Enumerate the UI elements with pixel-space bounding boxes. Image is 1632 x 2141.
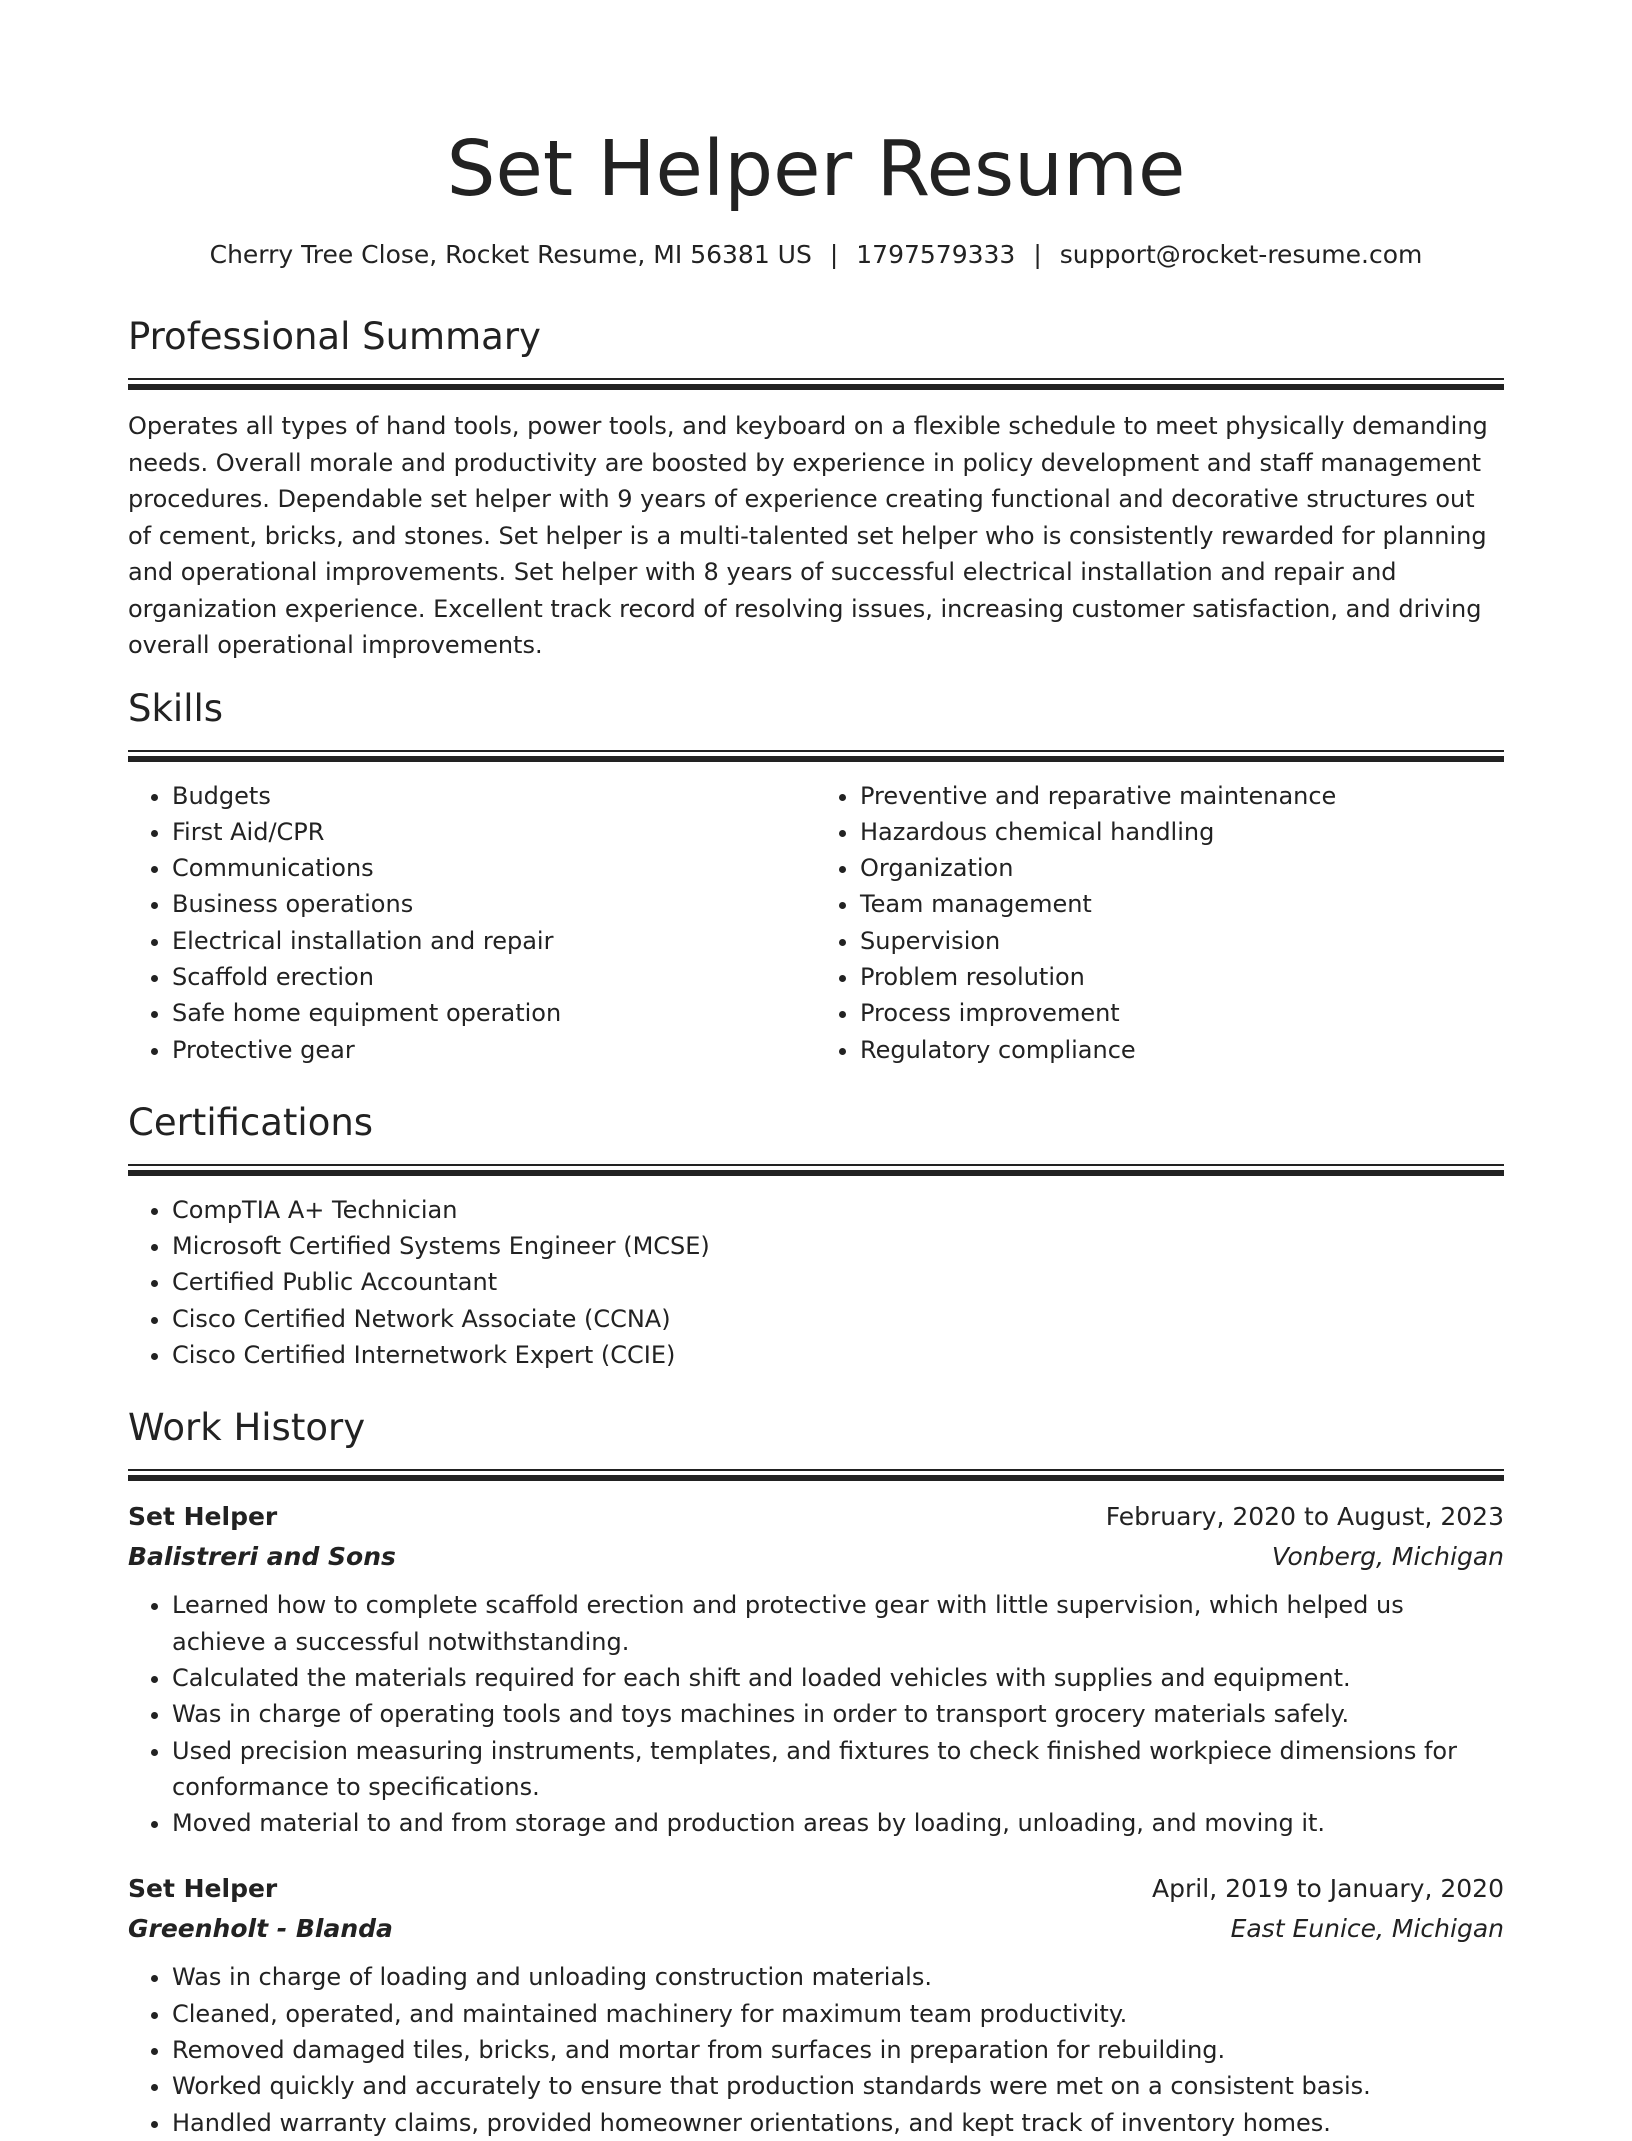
job-location: East Eunice, Michigan [1230,1914,1504,1944]
job-duty: • Learned how to complete scaffold erection and protective gear with little supervision, which helped us achieve a successful notwithstanding. [172,1587,1504,1660]
contact-phone: 1797579333 [856,240,1016,269]
skill-item: • Safe home equipment operation [172,995,816,1031]
section-rule [128,750,1504,762]
job-duty: • Was in charge of operating tools and toys machines in order to transport grocery materials safely. [172,1696,1504,1732]
skills-list-right [816,778,1504,1068]
resume-title: Set Helper Resume [446,125,1186,214]
certifications-section [128,1098,1504,1373]
summary-text: Operates all types of hand tools, power tools, and keyboard on a flexible schedule to meet physically demanding needs. Overall morale and productivity are boosted by experience in policy development and staff management procedures. Dependable set helper with 9 years of experience creating functional and decorative structures out of cement, bricks, and stones. Set helper is a multi-talented set helper who is consistently rewarded for planning and operational improvements. Set helper with 8 years of successful electrical installation and repair and organization experience. Excellent track record of resolving issues, increasing customer satisfaction, and driving overall operational improvements. [128,412,1488,659]
skill-item: • Business operations [172,886,816,922]
section-rule [128,1469,1504,1481]
skill-item: • First Aid/CPR [172,814,816,850]
skills-list-left [128,778,816,1068]
skills-heading: Skills [128,686,224,730]
skills-column-right [816,778,1504,1068]
job-duty: • Cleaned, operated, and maintained machinery for maximum team productivity. [172,1996,1504,2032]
skill-item: • Electrical installation and repair [172,923,816,959]
skills-grid [128,778,1504,1068]
contact-email: support@rocket-resume.com [1059,240,1423,269]
certification-item: • Microsoft Certified Systems Engineer (MCSE) [172,1228,1504,1264]
job-company: Greenholt - Blanda [128,1914,393,1944]
job-header [128,1497,1504,1537]
skill-item: • Process improvement [860,995,1504,1031]
skill-item: • Communications [172,850,816,886]
job-company: Balistreri and Sons [128,1542,396,1572]
certification-item: • Cisco Certified Network Associate (CCNA) [172,1301,1504,1337]
summary-heading: Professional Summary [128,315,541,358]
job-duty: • Moved material to and from storage and production areas by loading, unloading, and moving it. [172,1805,1504,1841]
contact-separator: | [829,240,839,269]
contact-address: Cherry Tree Close, Rocket Resume, MI 56381 US [209,240,812,269]
skill-item: • Regulatory compliance [860,1032,1504,1068]
skill-item: • Preventive and reparative maintenance [860,778,1504,814]
job-duties-list [128,1959,1504,2140]
job-subheader [128,1909,1504,1949]
skill-item: • Problem resolution [860,959,1504,995]
job-entry [128,1869,1504,2140]
job-title: Set Helper [128,1502,278,1532]
skills-column-left [128,778,816,1068]
section-rule [128,378,1504,390]
job-subheader [128,1537,1504,1577]
skill-item: • Team management [860,886,1504,922]
job-header [128,1869,1504,1909]
contact-line [128,238,1504,272]
skills-section [128,684,1504,1068]
skill-item: • Protective gear [172,1032,816,1068]
certification-item: • Certified Public Accountant [172,1264,1504,1300]
job-duty: • Used precision measuring instruments, templates, and fixtures to check finished workpiece dimensions for conformance to specifications. [172,1733,1504,1806]
job-duties-list [128,1587,1504,1841]
job-duty: • Worked quickly and accurately to ensure that production standards were met on a consistent basis. [172,2068,1504,2104]
contact-separator: | [1033,240,1042,269]
certifications-heading: Certifications [128,1100,374,1144]
certifications-list [128,1192,1504,1373]
work-history-section [128,1403,1504,2141]
job-duty: • Handled warranty claims, provided homeowner orientations, and kept track of inventory homes. [172,2105,1504,2141]
job-entry [128,1497,1504,1841]
section-rule [128,1164,1504,1176]
skill-item: • Scaffold erection [172,959,816,995]
job-dates: February, 2020 to August, 2023 [1105,1502,1504,1532]
skill-item: • Supervision [860,923,1504,959]
job-title: Set Helper [128,1874,278,1904]
job-duty: • Calculated the materials required for each shift and loaded vehicles with supplies and equipment. [172,1660,1504,1696]
skill-item: • Organization [860,850,1504,886]
summary-section [128,312,1504,664]
job-location: Vonberg, Michigan [1271,1542,1504,1572]
skill-item: • Hazardous chemical handling [860,814,1504,850]
job-duty: • Was in charge of loading and unloading construction materials. [172,1959,1504,1995]
job-dates: April, 2019 to January, 2020 [1152,1874,1504,1904]
work-history-heading: Work History [128,1406,366,1450]
skill-item: • Budgets [172,778,816,814]
job-duty: • Removed damaged tiles, bricks, and mortar from surfaces in preparation for rebuilding. [172,2032,1504,2068]
certification-item: • Cisco Certified Internetwork Expert (CCIE) [172,1337,1504,1373]
certification-item: • CompTIA A+ Technician [172,1192,1504,1228]
